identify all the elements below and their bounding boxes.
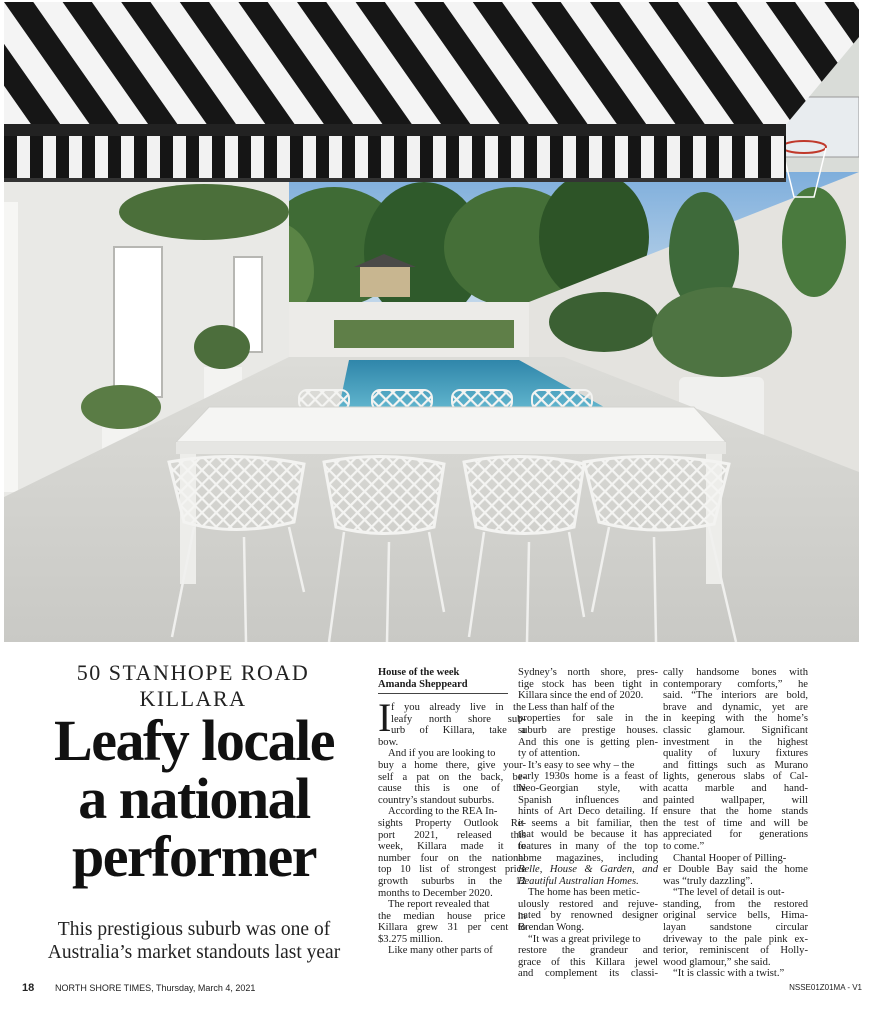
body-line: cause this is one of the (378, 783, 526, 795)
drop-cap: I (378, 695, 392, 740)
body-line: And this one is getting plen- (518, 736, 658, 748)
body-line: acatta marble and hand- (663, 782, 808, 794)
body-line: bow. (378, 736, 399, 748)
body-line: ulously restored and rejuve- (518, 898, 658, 910)
body-line: Killara since the end of 2020. (518, 690, 644, 702)
body-line: ty of attention. (518, 748, 581, 760)
body-line: It’s easy to see why – the (528, 759, 635, 771)
body-line: grace of this Killara jewel (518, 956, 658, 968)
page-number: 18 (22, 982, 35, 994)
body-line: Beautiful Australian Homes. (518, 875, 639, 887)
body-line: Like many other parts of (388, 945, 493, 957)
standfirst (22, 918, 366, 964)
body-line: said. “The interiors are bold, (663, 690, 808, 702)
body-line: that would be because it has (518, 829, 658, 841)
body-line: terior, reminiscent of Holly- (663, 945, 808, 957)
standfirst-line: This prestigious suburb was one of (57, 919, 331, 940)
body-line: growth suburbs in the 12 (378, 875, 526, 887)
body-line: hints of Art Deco detailing. If (518, 806, 658, 818)
body-column-2 (518, 667, 658, 980)
body-line: Chantal Hooper of Pilling- (673, 852, 787, 864)
body-line: early 1930s home is a feast of (518, 771, 658, 783)
body-line: f you already live in the (391, 702, 526, 713)
body-line: classic glamour. Significant (663, 724, 808, 736)
body-column-3 (663, 667, 808, 980)
body-line: self a pat on the back, be- (378, 771, 526, 783)
body-line: features in many of the top (518, 840, 658, 852)
body-line: top 10 list of strongest price (378, 864, 526, 876)
byline-divider (378, 693, 508, 694)
body-line: to come.” (663, 840, 705, 852)
body-line: And if you are looking to (388, 748, 496, 760)
body-line: painted wallpaper, will (663, 794, 808, 806)
body-line: Spanish influences and (518, 794, 658, 806)
body-line: country’s standout suburbs. (378, 794, 495, 806)
body-line: Less than half of the (528, 701, 615, 713)
body-line: appreciated for generations (663, 829, 808, 841)
body-line: layan sandstone circular (663, 922, 808, 934)
body-line: investment in the highest (663, 736, 808, 748)
body-line: was “truly dazzling”. (663, 875, 753, 887)
headline (24, 708, 364, 889)
body-line: Brendan Wong. (518, 922, 585, 934)
body-line: home magazines, including (518, 852, 658, 864)
body-line: nated by renowned designer (518, 910, 658, 922)
body-line: in keeping with the home’s (663, 713, 808, 725)
body-line: sights Property Outlook Re- (378, 817, 526, 829)
body-line: Killara grew 31 per cent to (378, 922, 526, 934)
body-line: Belle, House & Garden, and (518, 864, 658, 876)
body-line: it seems a bit familiar, then (518, 817, 658, 829)
body-line: buy a home there, give your- (378, 759, 526, 771)
body-line: quality of luxury fixtures (663, 748, 808, 760)
body-line: urb of Killara, take a (391, 725, 526, 737)
body-line: lights, generous slabs of Cal- (663, 771, 808, 783)
body-line: The home has been metic- (528, 887, 640, 899)
body-line: properties for sale in the (518, 713, 658, 725)
body-column-1 (378, 667, 526, 957)
body-line: wood glamour,” she said. (663, 956, 771, 968)
body-line: the median house price in (378, 910, 526, 922)
body-line: brave and dynamic, yet are (663, 701, 808, 713)
address-street: 50 STANHOPE ROAD (76, 660, 310, 685)
body-line: contemporary comforts,” he (663, 678, 808, 690)
pool-terrace-photo-icon (4, 2, 859, 642)
byline-author: Amanda Sheppeard (378, 679, 468, 690)
body-line: the test of time and will be (663, 817, 808, 829)
body-line: original service bells, Hima- (663, 910, 808, 922)
body-line: restore the grandeur and (518, 945, 658, 957)
body-line: standing, from the restored (663, 898, 808, 910)
body-line: number four on the national (378, 852, 526, 864)
headline-line: Leafy locale (54, 708, 334, 773)
body-line: ensure that the home stands (663, 806, 808, 818)
body-line: suburb are prestige houses. (518, 724, 658, 736)
body-line: Sydney’s north shore, pres- (518, 667, 658, 678)
headline-line: performer (71, 824, 317, 889)
body-line: The report revealed that (388, 899, 490, 911)
body-line: and complement its classi- (518, 968, 658, 980)
body-line: months to December 2020. (378, 887, 493, 899)
body-line: “It was a great privilege to (528, 933, 641, 945)
body-line: According to the REA In- (388, 806, 498, 818)
body-line: er Double Bay said the home (663, 864, 808, 876)
body-line: week, Killara made it to (378, 841, 526, 853)
body-line: driveway to the pale pink ex- (663, 933, 808, 945)
body-line: leafy north shore sub- (391, 713, 526, 725)
lede-paragraph (378, 695, 526, 748)
headline-line: a national (78, 766, 310, 831)
feature-photo (4, 2, 859, 642)
edition-code: NSSE01Z01MA - V1 (789, 983, 862, 992)
body-line: and fittings such as Murano (663, 759, 808, 771)
body-line: Neo-Georgian style, with (518, 782, 658, 794)
body-line: cally handsome bones with (663, 667, 808, 678)
property-address (28, 660, 358, 712)
address-suburb: KILLARA (139, 686, 247, 711)
body-line: tige stock has been tight in (518, 678, 658, 690)
byline-section: House of the week (378, 667, 460, 678)
standfirst-line: Australia’s market standouts last year (47, 942, 341, 963)
body-line: “It is classic with a twist.” (673, 968, 785, 980)
body-line: $3.275 million. (378, 933, 444, 945)
folio-line: NORTH SHORE TIMES, Thursday, March 4, 2021 (55, 983, 256, 993)
body-line: port 2021, released this (378, 829, 526, 841)
body-line: “The level of detail is out- (673, 887, 785, 899)
